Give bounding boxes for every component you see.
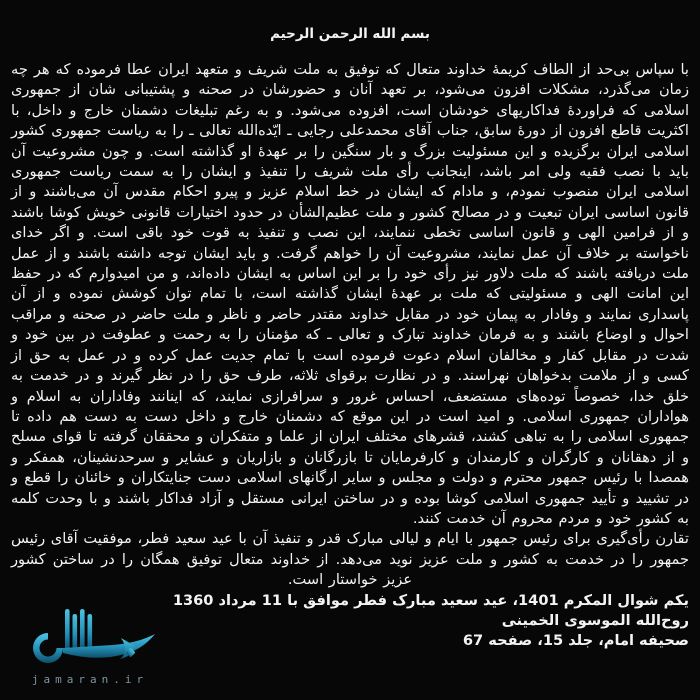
jamaran-url-text: jamaran.ir xyxy=(31,673,149,686)
jamaran-logo xyxy=(20,607,160,686)
jamaran-logo-icon xyxy=(24,607,156,669)
letter-paragraph-main: با سپاس بی‌حد از الطاف کریمهٔ خداوند متعال که توفیق به ملت شریف و متعهد ایران عطا فرموده که هر چه زمان می‌گذرد، مشکلات افزون می‌شود، بر تعهد آنان و حضورشان در صحنه و پشتیبانی شان از جمهوری اسلامی که فراوردهٔ فداکاریهای خودشان است، افزوده می‌شود. و به رغم تبلیغات دشمنان خارج و داخل، با اکثریت قاطع افزون از دورهٔ سابق، جناب آقای محمدعلی رجایی ـ ایّده‌الله تعالی ـ را به ریاست جمهوری کشور اسلامی ایران برگزیده و این مسئولیت بزرگ و بار سنگین را بر عهدهٔ او گذاشته است. و چون مشروعیت آن باید با نصب فقیه ولی امر باشد، اینجانب رأی ملت شریف را تنفیذ و ایشان را به سمت ریاست جمهوری اسلامی ایران منصوب نمودم، و مادام که ایشان در خط اسلام عزیز و پیرو احکام مقدس آن می‌باشند و از قانون اساسی ایران تبعیت و در مصالح کشور و ملت عظیم‌الشأن در حدود اختیارات قانونی خویش کوشا باشند و از فرامین الهی و قانون اساسی تخطی ننمایند، این نصب و تنفیذ به قوت خود باقی است. و اگر خدای ناخواسته بر خلاف آن عمل نمایند، مشروعیت آن را خواهم گرفت. و باید ایشان توجه داشته باشند و از عمل ملت دریافته باشند که ملت دلاور نیز رأی خود را بر این اساس به ایشان داده‌اند، و من امیدوارم که در حفظ این امانت الهی و مسئولیتی که ملت بر عهدهٔ ایشان گذاشته است، با تمام توان کوشش نموده و از آن پاسداری نمایند و وفادار به پیمان خود در مقابل خداوند مقتدر حاضر و ناظر و ملت حاضر در صحنه و مراقب احوال و اوضاع باشند و به فرمان خداوند تبارک و تعالی ـ که مؤمنان را به رحمت و عطوفت در بین خود و شدت در مقابل کفار و مخالفان اسلام دعوت فرموده است با تمام جدیت عمل کرده و در عمل به حق از کسی و از ملامت بدخواهان نهراسند. و در نظارت برقوای ثلاثه، طرف حق را در نظر گیرند و در خدمت به خلق خدا، خصوصاً توده‌های مستضعف، احساس غرور و سرافرازی نمایند، که اینانند وفاداران به اسلام و هواداران جمهوری اسلامی. و امید است در این موقع که دشمنان خارج و داخل دست به دست هم داده تا جمهوری اسلامی را به تباهی کشند، قشرهای مختلف ایران از علما و متفکران و محققان گرفته تا قوای مسلح و از دهقانان و کارگران و کارمندان و کارفرمایان تا بازرگانان و بازاریان و عشایر و سرحدنشینان، همفکر و همصدا با رئیس جمهور محترم و دولت و مجلس و سایر ارگانهای اسلامی دست جنایتکاران و خائنان را قطع و در تشیید و تأیید جمهوری اسلامی کوشا بوده و در ساختن ایرانی مستقل و آزاد فداکار باشند و با وحدت کلمه به کشور خود و مردم محروم آن خدمت کنند. xyxy=(11,61,689,527)
source-line: صحیفه امام، جلد 15، صفحه 67 xyxy=(462,632,689,650)
date-line: یکم شوال المکرم 1401، عید سعید مبارک فطر موافق با 11 مرداد 1360 xyxy=(172,591,689,609)
signature-line: روح‌الله الموسوی الخمینی xyxy=(501,611,689,629)
letter-paragraph-final: تقارن رأی‌گیری برای رئیس جمهور با ایام و لیالی مبارک قدر و تنفیذ آن با عید سعید فطر، موفقیت آقای رئیس جمهور را در خدمت به کشور و ملت عزیز نوید می‌دهد. از خداوند متعال توفیق همگان را در ساختن کشور عزیز خواستار است. xyxy=(11,530,689,589)
bismillah-heading: بسم الله الرحمن الرحيم xyxy=(270,26,430,42)
